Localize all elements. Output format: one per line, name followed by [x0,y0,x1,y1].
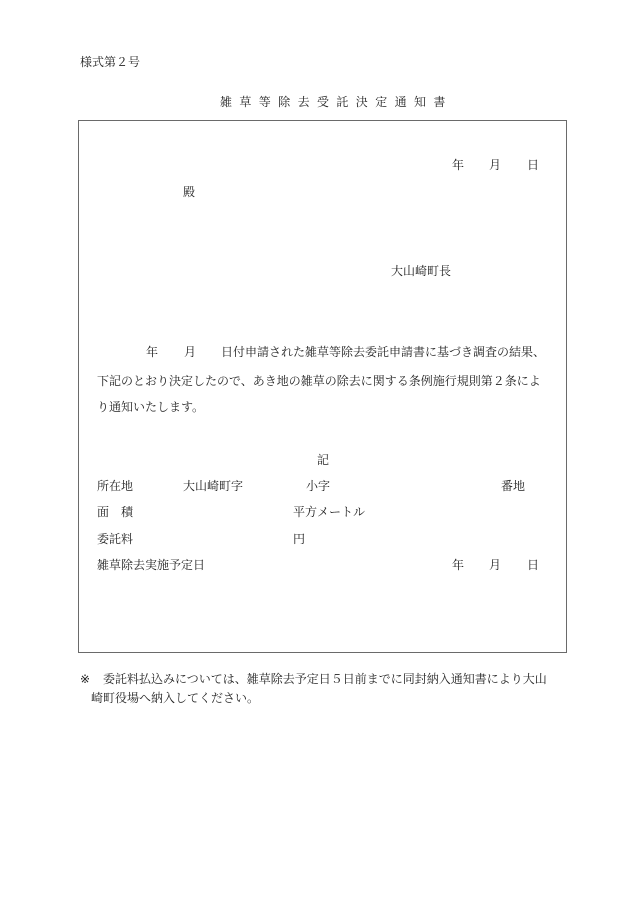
fee-label: 委託料 [97,532,134,546]
note-mark: ※ [80,672,91,686]
document-title: 雑草等除去受託決定通知書 [220,95,453,109]
body-line-1-text: 日付申請された雑草等除去委託申請書に基づき調査の結果、 [221,345,546,359]
body-line-1 [97,346,567,360]
location-lot: 番地 [501,479,526,493]
area-label: 面 積 [97,505,134,519]
scheduled-day-label: 日 [527,558,540,572]
fee-unit: 円 [293,532,306,546]
header-year-label: 年 [452,158,465,172]
scheduled-year-label: 年 [452,558,465,572]
body-month-label: 月 [184,345,197,359]
scheduled-date-label: 雑草除去実施予定日 [97,558,206,572]
area-unit: 平方メートル [293,505,366,519]
note-line-1: 委託料払込みについては、雑草除去予定日５日前までに同封納入通知書により大山 [103,672,547,686]
header-month-label: 月 [489,158,502,172]
record-heading: 記 [317,453,330,467]
form-number: 様式第２号 [80,55,141,69]
location-subsection: 小字 [306,479,331,493]
note-line-2: 崎町役場へ納入してください。 [91,691,260,705]
header-day-label: 日 [527,158,540,172]
scheduled-month-label: 月 [489,558,502,572]
body-line-3: り通知いたします。 [97,400,205,414]
issuer-name: 大山崎町長 [391,264,452,278]
body-year-label: 年 [146,345,159,359]
location-label: 所在地 [97,479,134,493]
body-line-2: 下記のとおり決定したので、あき地の雑草の除去に関する条例施行規則第２条によ [97,374,541,388]
recipient-suffix: 殿 [183,185,196,199]
location-town: 大山崎町字 [183,479,244,493]
